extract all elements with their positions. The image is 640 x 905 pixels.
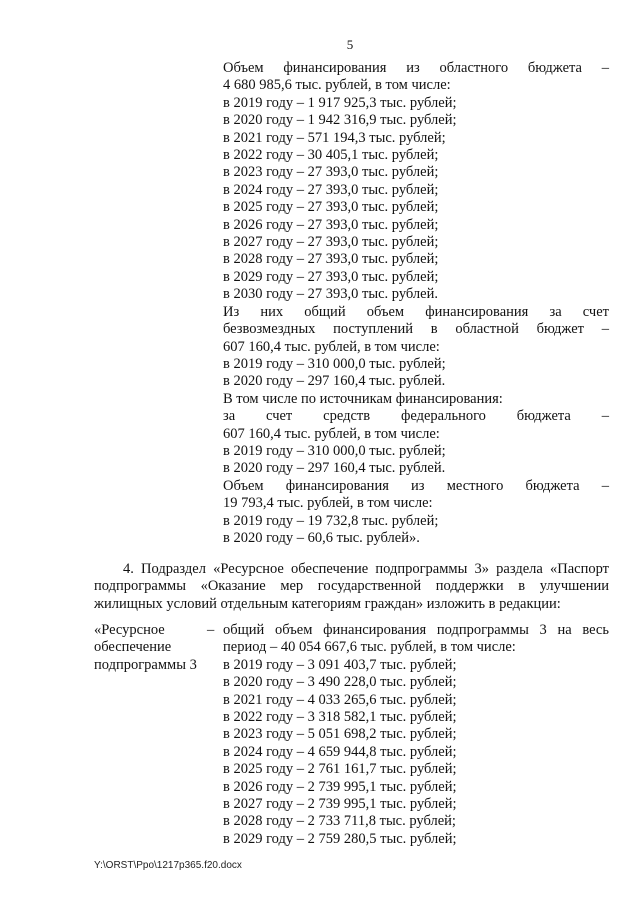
grants-total: 607 160,4 тыс. рублей, в том числе:: [223, 338, 440, 355]
paragraph-line: подпрограммы «Оказание мер государственной поддержки в улучшении: [94, 578, 609, 595]
federal-budget-total: 607 160,4 тыс. рублей, в том числе:: [223, 425, 440, 442]
regional-budget-block: [223, 60, 609, 547]
regional-budget-title: Объем финансирования из областного бюджета –: [223, 60, 609, 76]
subprogram-year-line: в 2024 году – 4 659 944,8 тыс. рублей;: [223, 743, 457, 760]
federal-year-line: в 2020 году – 297 160,4 тыс. рублей.: [223, 460, 446, 477]
regional-budget-total: 4 680 985,6 тыс. рублей, в том числе:: [223, 77, 451, 94]
regional-year-line: в 2019 году – 1 917 925,3 тыс. рублей;: [223, 94, 457, 111]
subprogram-year-line: в 2029 году – 2 759 280,5 тыс. рублей;: [223, 830, 457, 847]
passport-funding-block: [223, 622, 609, 848]
local-budget-total: 19 793,4 тыс. рублей, в том числе:: [223, 495, 433, 512]
amendment-paragraph-4: [94, 561, 609, 613]
label-line: обеспечение: [94, 639, 172, 656]
regional-year-line: в 2021 году – 571 194,3 тыс. рублей;: [223, 129, 446, 146]
subprogram-year-line: в 2021 году – 4 033 265,6 тыс. рублей;: [223, 691, 457, 708]
regional-year-line: в 2026 году – 27 393,0 тыс. рублей;: [223, 216, 439, 233]
regional-year-line: в 2027 году – 27 393,0 тыс. рублей;: [223, 234, 439, 251]
regional-year-line: в 2025 году – 27 393,0 тыс. рублей;: [223, 199, 439, 216]
sources-heading: В том числе по источникам финансирования:: [223, 390, 503, 407]
regional-year-line: в 2020 году – 1 942 316,9 тыс. рублей;: [223, 112, 457, 129]
grants-year-line: в 2019 году – 310 000,0 тыс. рублей;: [223, 355, 446, 372]
grants-line: безвозмездных поступлений в областной бюджет –: [223, 321, 609, 338]
subprogram-year-line: в 2025 году – 2 761 161,7 тыс. рублей;: [223, 761, 457, 778]
subprogram-year-line: в 2019 году – 3 091 403,7 тыс. рублей;: [223, 656, 457, 673]
regional-year-line: в 2023 году – 27 393,0 тыс. рублей;: [223, 164, 439, 181]
regional-year-line: в 2030 году – 27 393,0 тыс. рублей.: [223, 286, 438, 303]
paragraph-line: 4. Подраздел «Ресурсное обеспечение подпрограммы 3» раздела «Паспорт: [123, 561, 609, 577]
subprogram-total-line: общий объем финансирования подпрограммы 3 на весь: [223, 622, 609, 638]
federal-budget-line: за счет средств федерального бюджета –: [223, 408, 609, 425]
subprogram-year-line: в 2020 году – 3 490 228,0 тыс. рублей;: [223, 674, 457, 691]
label-line: подпрограммы 3: [94, 656, 197, 673]
document-file-path: Y:\ORST\Ppo\1217p365.f20.docx: [94, 860, 242, 871]
federal-year-line: в 2019 году – 310 000,0 тыс. рублей;: [223, 442, 446, 459]
grants-year-line: в 2020 году – 297 160,4 тыс. рублей.: [223, 373, 446, 390]
label-line: «Ресурсное: [94, 622, 165, 638]
regional-year-line: в 2024 году – 27 393,0 тыс. рублей;: [223, 181, 439, 198]
grants-line: Из них общий объем финансирования за счет: [223, 303, 609, 320]
passport-row-label: [94, 622, 204, 674]
subprogram-year-line: в 2028 году – 2 733 711,8 тыс. рублей;: [223, 813, 456, 830]
subprogram-total-line: период – 40 054 667,6 тыс. рублей, в том числе:: [223, 639, 516, 656]
local-year-line: в 2020 году – 60,6 тыс. рублей».: [223, 529, 420, 546]
passport-dash: –: [207, 622, 215, 638]
subprogram-year-line: в 2022 году – 3 318 582,1 тыс. рублей;: [223, 709, 457, 726]
subprogram-year-line: в 2026 году – 2 739 995,1 тыс. рублей;: [223, 778, 457, 795]
paragraph-line: жилищных условий отдельным категориям граждан» изложить в редакции:: [94, 595, 561, 612]
regional-year-line: в 2028 году – 27 393,0 тыс. рублей;: [223, 251, 439, 268]
regional-year-line: в 2029 году – 27 393,0 тыс. рублей;: [223, 268, 439, 285]
regional-year-line: в 2022 году – 30 405,1 тыс. рублей;: [223, 147, 439, 164]
page-number: 5: [346, 37, 354, 52]
subprogram-year-line: в 2027 году – 2 739 995,1 тыс. рублей;: [223, 796, 457, 813]
subprogram-year-line: в 2023 году – 5 051 698,2 тыс. рублей;: [223, 726, 457, 743]
local-budget-title: Объем финансирования из местного бюджета –: [223, 477, 609, 494]
local-year-line: в 2019 году – 19 732,8 тыс. рублей;: [223, 512, 439, 529]
